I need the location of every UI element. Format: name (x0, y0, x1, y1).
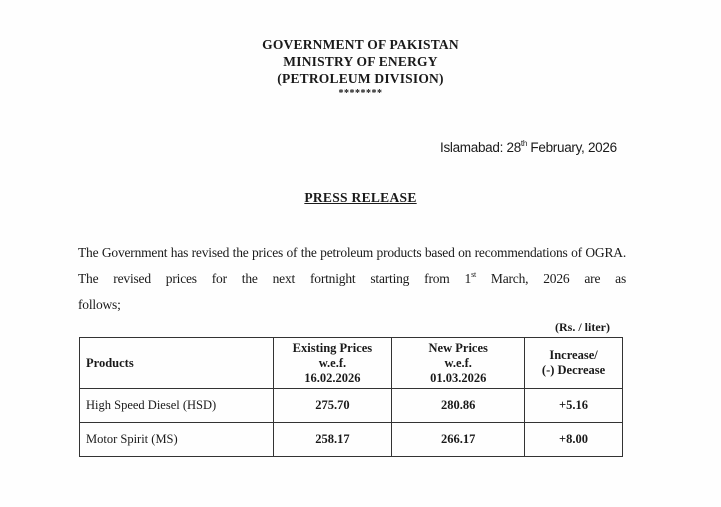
dateline-place: Islamabad: 28 (440, 140, 521, 155)
letterhead-division: (PETROLEUM DIVISION) (277, 71, 444, 86)
header-new-prices: New Prices w.e.f. 01.03.2026 (392, 338, 525, 389)
price-table (79, 337, 623, 457)
dateline-month-year: February, 2026 (526, 140, 617, 155)
letterhead-ministry: MINISTRY OF ENERGY (283, 54, 438, 69)
cell-product: Motor Spirit (MS) (80, 423, 274, 457)
dateline (440, 140, 617, 155)
letterhead-government: GOVERNMENT OF PAKISTAN (262, 37, 459, 52)
table-row (80, 423, 623, 457)
cell-new-price: 266.17 (392, 423, 525, 457)
cell-existing-price: 258.17 (273, 423, 392, 457)
dateline-day-suffix: th (520, 139, 527, 148)
cell-change: +8.00 (525, 423, 623, 457)
body-line-3: follows; (78, 297, 121, 312)
body-paragraph (78, 240, 626, 318)
cell-existing-price: 275.70 (273, 389, 392, 423)
cell-product: High Speed Diesel (HSD) (80, 389, 274, 423)
body-line-2: of OGRA. The revised prices for the next fortnight starting from 1st March, 2026 are as (78, 245, 626, 286)
table-header-row (80, 338, 623, 389)
cell-change: +5.16 (525, 389, 623, 423)
unit-label: (Rs. / liter) (555, 320, 610, 334)
letterhead (0, 36, 721, 99)
header-products: Products (80, 338, 274, 389)
header-existing-prices: Existing Prices w.e.f. 16.02.2026 (273, 338, 392, 389)
table-row (80, 389, 623, 423)
press-release-title: PRESS RELEASE (304, 190, 417, 205)
body-line-1: The Government has revised the prices of the petroleum products based on recommendations (78, 245, 568, 260)
header-change: Increase/ (-) Decrease (525, 338, 623, 389)
cell-new-price: 280.86 (392, 389, 525, 423)
letterhead-separator: ******** (338, 88, 383, 99)
